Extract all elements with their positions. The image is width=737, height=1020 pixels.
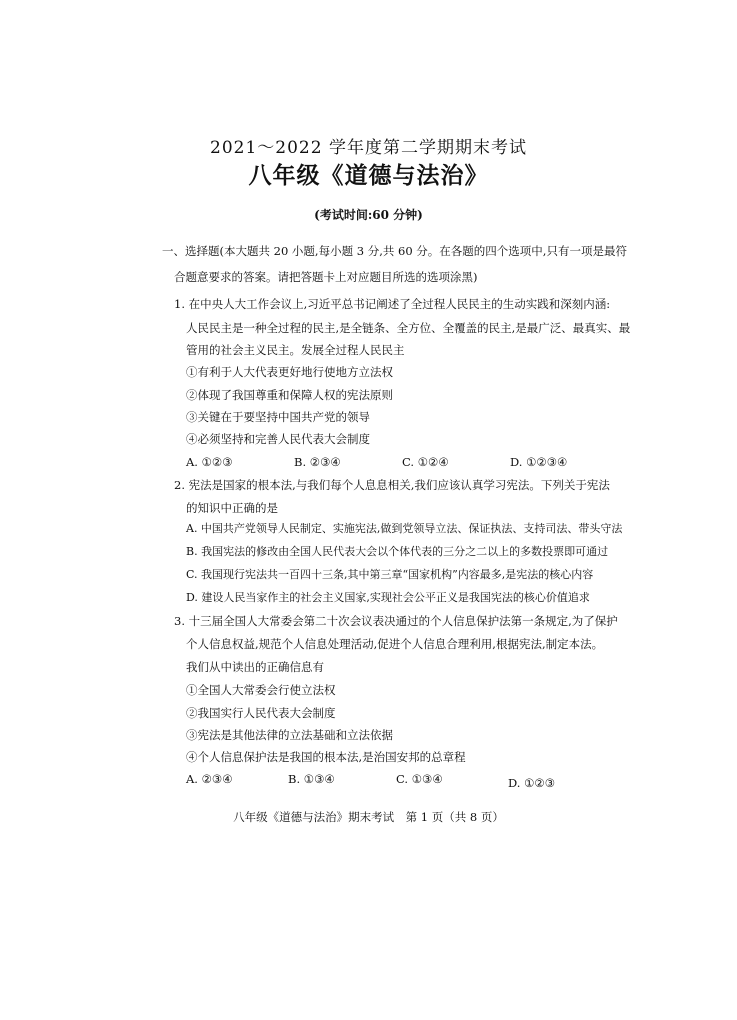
q3-item-4: ④个人信息保护法是我国的根本法,是治国安邦的总章程	[186, 750, 466, 764]
q1-stem-line1: 1. 在中央人大工作会议上,习近平总书记阐述了全过程人民民主的生动实践和深刻内涵:	[174, 297, 611, 311]
q3-stem-line3: 我们从中读出的正确信息有	[186, 660, 324, 674]
q3-choice-c: C. ①③④	[396, 772, 443, 786]
q2-choice-a: A. 中国共产党领导人民制定、实施宪法,做到党领导立法、保证执法、支持司法、带头守法	[186, 522, 623, 535]
exam-title-subject: 八年级《道德与法治》	[248, 162, 489, 189]
q3-item-1: ①全国人大常委会行使立法权	[186, 683, 336, 697]
q3-stem-line2: 个人信息权益,规范个人信息处理活动,促进个人信息合理利用,根据宪法,制定本法。	[186, 637, 604, 651]
q3-item-3: ③宪法是其他法律的立法基础和立法依据	[186, 728, 393, 742]
q2-stem-line1: 2. 宪法是国家的根本法,与我们每个人息息相关,我们应该认真学习宪法。下列关于宪法	[174, 478, 610, 492]
q2-choice-c: C. 我国现行宪法共一百四十三条,其中第三章“国家机构”内容最多,是宪法的核心内容	[186, 568, 594, 581]
q3-stem-line1: 3. 十三届全国人大常委会第二十次会议表决通过的个人信息保护法第一条规定,为了保护	[174, 614, 618, 628]
section-intro-line1: 一、选择题(本大题共 20 小题,每小题 3 分,共 60 分。在各题的四个选项中,只有一项是最符	[162, 244, 627, 258]
page-footer: 八年级《道德与法治》期末考试 第 1 页（共 8 页）	[233, 810, 504, 824]
exam-title-year: 2021～2022 学年度第二学期期末考试	[210, 138, 527, 158]
q3-choice-d: D. ①②③	[508, 776, 556, 790]
q1-stem-line2: 人民民主是一种全过程的民主,是全链条、全方位、全覆盖的民主,是最广泛、最真实、最	[186, 321, 631, 335]
q1-item-3: ③关键在于要坚持中国共产党的领导	[186, 410, 370, 424]
q3-choice-a: A. ②③④	[186, 772, 233, 786]
section-intro-line2: 合题意要求的答案。请把答题卡上对应题目所选的选项涂黑)	[174, 270, 478, 284]
q1-choice-a: A. ①②③	[186, 455, 233, 469]
q2-choice-d: D. 建设人民当家作主的社会主义国家,实现社会公平正义是我国宪法的核心价值追求	[186, 591, 590, 604]
q3-item-2: ②我国实行人民代表大会制度	[186, 706, 336, 720]
q1-choice-d: D. ①②③④	[510, 455, 568, 469]
q1-item-2: ②体现了我国尊重和保障人权的宪法原则	[186, 388, 393, 402]
q1-stem-line3: 管用的社会主义民主。发展全过程人民民主	[186, 343, 405, 357]
q2-choice-b: B. 我国宪法的修改由全国人民代表大会以个体代表的三分之二以上的多数投票即可通过	[186, 545, 609, 558]
exam-time: (考试时间:60 分钟)	[314, 208, 423, 222]
q1-item-1: ①有利于人大代表更好地行使地方立法权	[186, 365, 393, 379]
q3-choice-b: B. ①③④	[288, 772, 335, 786]
q2-stem-line2: 的知识中正确的是	[186, 501, 278, 515]
q1-choice-b: B. ②③④	[294, 455, 341, 469]
q1-item-4: ④必须坚持和完善人民代表大会制度	[186, 432, 370, 446]
q1-choice-c: C. ①②④	[402, 455, 449, 469]
